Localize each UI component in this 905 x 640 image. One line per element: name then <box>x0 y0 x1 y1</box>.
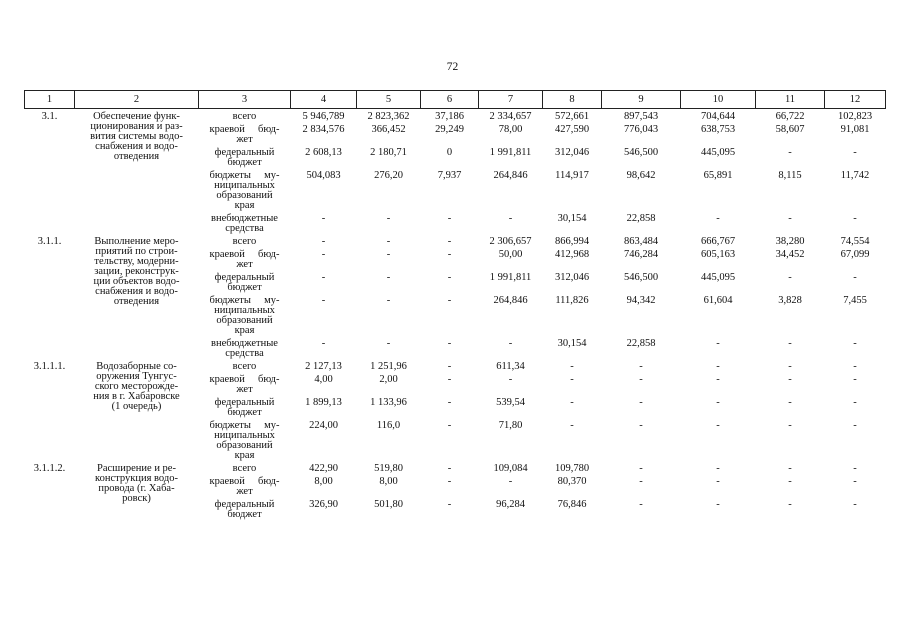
value-cell: 312,046 <box>554 147 590 158</box>
budget-table <box>24 90 886 520</box>
value-cell: 863,484 <box>623 236 659 247</box>
value-cell: 1 133,96 <box>370 397 407 408</box>
value-cell: - <box>386 272 391 283</box>
funding-source-cell: внебюджетные средства <box>211 338 278 359</box>
item-name-cell: Обеспечение функ- ционирования и раз- вития системы водо- снабжения и водо- отведения <box>90 111 183 162</box>
value-cell: 116,0 <box>376 420 401 431</box>
column-number-header: 2 <box>75 91 199 109</box>
value-cell: 22,858 <box>626 213 656 224</box>
table-row <box>25 461 886 474</box>
value-cell: 2 127,13 <box>305 361 342 372</box>
item-code-cell: 3.1. <box>41 111 58 122</box>
table-row <box>25 234 886 247</box>
value-cell: - <box>447 236 452 247</box>
value-cell: - <box>788 338 792 349</box>
funding-source-cell: всего <box>232 111 257 122</box>
value-cell: - <box>716 361 720 372</box>
value-cell: - <box>788 361 792 372</box>
value-cell: - <box>508 374 513 385</box>
value-cell: - <box>716 420 720 431</box>
funding-source-cell: всего <box>232 361 257 372</box>
item-name-cell: Выполнение меро- приятий по строи- тельству, модерни- зации, реконструк- ции объектов водо- снабжения и водо- отведения <box>93 236 180 307</box>
value-cell: 29,249 <box>435 124 464 135</box>
column-number-header: 5 <box>357 91 421 109</box>
value-cell: - <box>321 272 326 283</box>
value-cell: - <box>788 374 792 385</box>
value-cell: 98,642 <box>626 170 656 181</box>
value-cell: 422,90 <box>309 463 338 474</box>
item-name-cell: Расширение и ре- конструкция водо- провода (г. Хаба- ровск) <box>95 463 178 504</box>
value-cell: 0 <box>446 147 453 158</box>
value-cell: - <box>447 213 452 224</box>
value-cell: - <box>386 295 391 306</box>
funding-source-cell: всего <box>232 463 257 474</box>
funding-source-cell: краевой бюд- жет <box>209 476 280 497</box>
value-cell: 8,00 <box>379 476 398 487</box>
value-cell: 34,452 <box>775 249 805 260</box>
value-cell: 94,342 <box>626 295 656 306</box>
value-cell: - <box>853 147 857 158</box>
value-cell: - <box>853 338 857 349</box>
value-cell: - <box>639 361 643 372</box>
value-cell: - <box>788 420 792 431</box>
value-cell: 66,722 <box>775 111 805 122</box>
value-cell: - <box>321 249 326 260</box>
funding-source-cell: федеральный бюджет <box>214 147 275 168</box>
value-cell: - <box>447 272 452 283</box>
value-cell: - <box>853 213 857 224</box>
value-cell: - <box>853 476 857 487</box>
table-row <box>25 359 886 372</box>
value-cell: - <box>716 397 720 408</box>
value-cell: - <box>447 476 452 487</box>
value-cell: 412,968 <box>554 249 590 260</box>
value-cell: 3,828 <box>778 295 802 306</box>
value-cell: 611,34 <box>496 361 525 372</box>
value-cell: - <box>853 272 857 283</box>
value-cell: 539,54 <box>496 397 525 408</box>
value-cell: 312,046 <box>554 272 590 283</box>
value-cell: 1 251,96 <box>370 361 407 372</box>
item-code-cell: 3.1.1.2. <box>33 463 66 474</box>
value-cell: - <box>716 338 720 349</box>
value-cell: - <box>570 420 574 431</box>
value-cell: 638,753 <box>700 124 736 135</box>
funding-source-cell: краевой бюд- жет <box>209 374 280 395</box>
column-number-header: 4 <box>291 91 357 109</box>
value-cell: 264,846 <box>493 170 528 181</box>
value-cell: - <box>716 463 720 474</box>
value-cell: - <box>853 499 857 510</box>
value-cell: 114,917 <box>555 170 589 181</box>
value-cell: - <box>639 499 643 510</box>
value-cell: 102,823 <box>837 111 873 122</box>
value-cell: 65,891 <box>703 170 733 181</box>
value-cell: - <box>386 236 391 247</box>
funding-source-cell: бюджеты му- ниципальных образований края <box>209 170 280 211</box>
value-cell: - <box>447 295 452 306</box>
value-cell: 897,543 <box>623 111 659 122</box>
value-cell: 1 991,811 <box>489 272 532 283</box>
column-number-header: 7 <box>479 91 543 109</box>
value-cell: - <box>386 213 391 224</box>
column-number-header: 11 <box>756 91 825 109</box>
value-cell: 2 334,657 <box>489 111 532 122</box>
value-cell: 111,826 <box>555 295 589 306</box>
value-cell: 445,095 <box>700 147 736 158</box>
value-cell: 30,154 <box>557 338 587 349</box>
value-cell: 1 899,13 <box>305 397 342 408</box>
value-cell: - <box>788 213 792 224</box>
value-cell: - <box>447 499 452 510</box>
value-cell: 67,099 <box>840 249 870 260</box>
value-cell: 1 991,811 <box>489 147 532 158</box>
value-cell: - <box>570 397 574 408</box>
value-cell: - <box>321 295 326 306</box>
value-cell: 2 823,362 <box>367 111 410 122</box>
value-cell: - <box>716 213 720 224</box>
value-cell: 22,858 <box>626 338 656 349</box>
value-cell: - <box>447 374 452 385</box>
value-cell: 74,554 <box>840 236 870 247</box>
value-cell: - <box>639 463 643 474</box>
table-row <box>25 109 886 123</box>
item-code-cell: 3.1.1.1. <box>33 361 66 372</box>
value-cell: - <box>639 420 643 431</box>
value-cell: 2 180,71 <box>370 147 407 158</box>
value-cell: 2,00 <box>379 374 398 385</box>
value-cell: - <box>447 397 452 408</box>
value-cell: - <box>321 338 326 349</box>
page-number: 72 <box>446 61 459 73</box>
value-cell: 776,043 <box>623 124 659 135</box>
value-cell: - <box>447 361 452 372</box>
item-name-cell: Водозаборные со- оружения Тунгус- ского месторожде- ния в г. Хабаровске (1 очередь) <box>93 361 180 412</box>
value-cell: 109,780 <box>554 463 590 474</box>
funding-source-cell: бюджеты му- ниципальных образований края <box>209 295 280 336</box>
value-cell: 366,452 <box>371 124 406 135</box>
value-cell: - <box>639 476 643 487</box>
value-cell: 2 306,657 <box>489 236 532 247</box>
value-cell: - <box>447 420 452 431</box>
value-cell: 546,500 <box>623 272 659 283</box>
column-number-header: 9 <box>602 91 681 109</box>
value-cell: - <box>853 361 857 372</box>
value-cell: 546,500 <box>623 147 659 158</box>
value-cell: 61,604 <box>703 295 733 306</box>
value-cell: 519,80 <box>374 463 403 474</box>
funding-source-cell: бюджеты му- ниципальных образований края <box>209 420 280 461</box>
funding-source-cell: краевой бюд- жет <box>209 124 280 145</box>
column-number-header: 3 <box>199 91 291 109</box>
value-cell: 80,370 <box>557 476 587 487</box>
value-cell: 8,00 <box>314 476 333 487</box>
value-cell: - <box>788 463 792 474</box>
value-cell: - <box>716 374 720 385</box>
value-cell: - <box>853 374 857 385</box>
value-cell: - <box>570 374 574 385</box>
value-cell: 666,767 <box>700 236 736 247</box>
value-cell: 326,90 <box>309 499 338 510</box>
value-cell: 605,163 <box>700 249 736 260</box>
value-cell: - <box>788 272 792 283</box>
value-cell: 96,284 <box>496 499 525 510</box>
value-cell: - <box>386 249 391 260</box>
value-cell: - <box>447 463 452 474</box>
column-number-header: 8 <box>543 91 602 109</box>
value-cell: 50,00 <box>498 249 523 260</box>
value-cell: 276,20 <box>374 170 403 181</box>
value-cell: - <box>788 499 792 510</box>
funding-source-cell: федеральный бюджет <box>214 499 275 520</box>
value-cell: - <box>639 397 643 408</box>
value-cell: - <box>788 397 792 408</box>
value-cell: - <box>853 420 857 431</box>
value-cell: 224,00 <box>309 420 338 431</box>
value-cell: - <box>716 499 720 510</box>
value-cell: 30,154 <box>557 213 587 224</box>
value-cell: - <box>570 361 574 372</box>
value-cell: 38,280 <box>775 236 805 247</box>
value-cell: 704,644 <box>700 111 736 122</box>
value-cell: 7,937 <box>437 170 462 181</box>
value-cell: 58,607 <box>775 124 805 135</box>
value-cell: 78,00 <box>498 124 523 135</box>
value-cell: 5 946,789 <box>302 111 345 122</box>
value-cell: 572,661 <box>554 111 590 122</box>
value-cell: 7,455 <box>843 295 867 306</box>
value-cell: - <box>508 476 513 487</box>
value-cell: 504,083 <box>306 170 341 181</box>
value-cell: - <box>321 236 326 247</box>
funding-source-cell: федеральный бюджет <box>214 272 275 293</box>
value-cell: 91,081 <box>840 124 870 135</box>
value-cell: 427,590 <box>554 124 590 135</box>
value-cell: - <box>447 338 452 349</box>
column-number-header: 10 <box>681 91 756 109</box>
value-cell: - <box>788 147 792 158</box>
funding-source-cell: федеральный бюджет <box>214 397 275 418</box>
value-cell: - <box>447 249 452 260</box>
column-number-header: 1 <box>25 91 75 109</box>
value-cell: - <box>639 374 643 385</box>
funding-source-cell: краевой бюд- жет <box>209 249 280 270</box>
value-cell: - <box>716 476 720 487</box>
value-cell: 264,846 <box>493 295 528 306</box>
table-header-row <box>25 91 886 109</box>
value-cell: 2 834,576 <box>302 124 345 135</box>
table-body <box>25 109 886 521</box>
value-cell: 37,186 <box>435 111 464 122</box>
value-cell: - <box>386 338 391 349</box>
column-number-header: 12 <box>825 91 886 109</box>
value-cell: 11,742 <box>840 170 870 181</box>
value-cell: 4,00 <box>314 374 333 385</box>
value-cell: 746,284 <box>623 249 659 260</box>
value-cell: 2 608,13 <box>305 147 342 158</box>
value-cell: - <box>321 213 326 224</box>
funding-source-cell: всего <box>232 236 257 247</box>
value-cell: 866,994 <box>554 236 590 247</box>
value-cell: 71,80 <box>498 420 523 431</box>
value-cell: 8,115 <box>778 170 802 181</box>
item-code-cell: 3.1.1. <box>37 236 62 247</box>
value-cell: 501,80 <box>374 499 403 510</box>
value-cell: - <box>508 213 513 224</box>
value-cell: 76,846 <box>557 499 587 510</box>
value-cell: - <box>853 397 857 408</box>
value-cell: - <box>788 476 792 487</box>
value-cell: 445,095 <box>700 272 736 283</box>
value-cell: 109,084 <box>493 463 528 474</box>
column-number-header: 6 <box>421 91 479 109</box>
funding-source-cell: внебюджетные средства <box>211 213 278 234</box>
value-cell: - <box>508 338 513 349</box>
value-cell: - <box>853 463 857 474</box>
